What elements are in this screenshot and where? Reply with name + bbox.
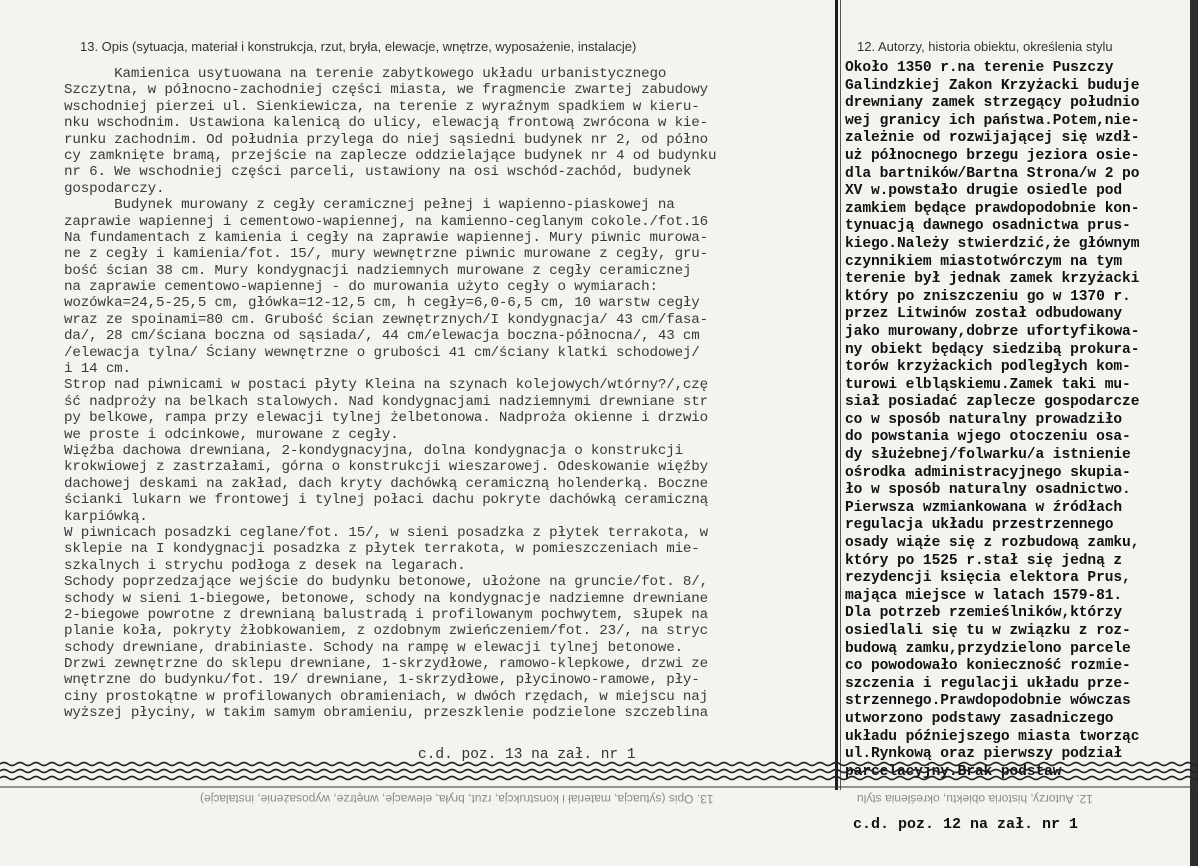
- history-line: układu późniejszego miasta tworząc: [845, 728, 1140, 745]
- column-divider-thin: [840, 0, 841, 790]
- description-line: wozówka=24,5-25,5 cm, główka=12-12,5 cm, h cegły=6,0-6,5 cm, 10 warstw cegły: [64, 295, 700, 312]
- section-12-heading: 12. Autorzy, historia obiektu, określenia stylu: [857, 39, 1113, 54]
- history-line: kiego.Należy stwierdzić,że głównym: [845, 235, 1140, 252]
- description-line: nku wschodnim. Ustawiona kalenicą do ulicy, elewacją frontową zwrócona w kie-: [64, 115, 709, 132]
- history-line: torów krzyżackich podległych kom-: [845, 359, 1131, 376]
- section-13-heading: 13. Opis (sytuacja, materiał i konstrukcja, rzut, bryła, elewacje, wnętrze, wyposażenie, instalacje): [80, 39, 637, 54]
- description-line: wraz ze spoinami=80 cm. Grubość ścian zewnętrznych/I kondygnacja/ 43 cm/fasa-: [64, 311, 709, 328]
- description-line: Na fundamentach z kamienia i cegły na zaprawie wapiennej. Mury piwnic murowa-: [64, 229, 709, 246]
- history-line: regulacja układu przestrzennego: [845, 517, 1114, 534]
- wavy-separator: [0, 758, 1198, 788]
- description-line: na zaprawie cementowo-wapiennej - do murowania użyto cegły o wymiarach:: [64, 279, 658, 296]
- continuation-note-13: c.d. poz. 13 na zał. nr 1: [418, 747, 636, 763]
- history-line: który po 1525 r.stał się jedną z: [845, 552, 1123, 569]
- description-line: dachowej deskami na zakład, dach kryty dachówką ceramiczną holenderką. Boczne: [64, 475, 709, 492]
- description-line: ciny prostokątne w profilowanych obramieniach, w dwóch rzędach, w miejscu naj: [64, 688, 709, 705]
- description-line: cy zamknięte bramą, przejście na zaplecze oddzielające budynek nr 4 od budynku: [64, 147, 717, 164]
- history-line: tynuacją dawnego osadnictwa prus-: [845, 218, 1131, 235]
- description-line: da/, 28 cm/ściana boczna od sąsiada/, 44 cm/elewacja boczna-północna/, 43 cm: [64, 328, 700, 345]
- description-line: runku zachodnim. Od południa przylega do niej sąsiedni budynek nr 2, od półno: [64, 131, 709, 148]
- description-line: Budynek murowany z cegły ceramicznej pełnej i wapienno-piaskowej na: [64, 197, 675, 214]
- history-line: co powodowało konieczność rozmie-: [845, 658, 1131, 675]
- history-line: dla bartników/Bartna Strona/w 2 po: [845, 165, 1140, 182]
- history-line: strzennego.Prawdopodobnie wówczas: [845, 693, 1131, 710]
- history-line: dy służebnej/folwarku/a istnienie: [845, 447, 1131, 464]
- history-line: Około 1350 r.na terenie Puszczy: [845, 60, 1114, 76]
- description-line: 2-biegowe powrotne z drewnianą balustradą i profilowanym pochwytem, słupek na: [64, 606, 709, 623]
- history-line: co w sposób naturalny prowadziło: [845, 411, 1123, 428]
- description-line: Drzwi zewnętrzne do sklepu drewniane, 1-skrzydłowe, ramowo-klepkowe, drzwi ze: [64, 656, 709, 673]
- description-line: py belkowe, rampa przy elewacji tylnej żelbetonowa. Nadproża okienne i drzwio: [64, 410, 709, 427]
- description-line: sklepie na I kondygnacji posadzka z płytek terrakota, w pomieszczeniach mie-: [64, 541, 700, 558]
- history-line: do powstania wjego otoczeniu osa-: [845, 429, 1131, 446]
- description-line: Schody poprzedzające wejście do budynku betonowe, ułożone na gruncie/fot. 8/,: [64, 574, 709, 591]
- description-line: ścianki lukarn we frontowej i tylnej połaci dachu pokryte dachówką ceramiczną: [64, 492, 709, 509]
- description-line: Szczytna, w północno-zachodniej części miasta, we fragmencie zwartej zabudowy: [64, 82, 709, 99]
- description-line: wyższej płyciny, w takim samym obramieniu, przeszklenie podzielone szczeblina: [64, 705, 709, 722]
- column-divider: [835, 0, 838, 790]
- history-line: drewniany zamek strzegący południo: [845, 95, 1140, 112]
- description-line: Więźba dachowa drewniana, 2-kondygnacyjna, dolna kondygnacja o konstrukcji: [64, 442, 683, 459]
- history-line: zamkiem będące prawdopodobnie kon-: [845, 200, 1140, 217]
- description-line: krokwiowej z zastrzałami, górna o konstrukcji wieszarowej. Odeskowanie więźby: [64, 459, 709, 476]
- history-line: osady wiąże się z rozbudową zamku,: [845, 535, 1140, 552]
- history-line: turowi elbląskiemu.Zamek taki mu-: [845, 376, 1131, 393]
- description-line: /elewacja tylna/ Ściany wewnętrzne o grubości 41 cm/ściany klatki schodowej/: [64, 344, 700, 361]
- description-line: nr 6. We wschodniej części parceli, ustawiony na osi wschód-zachód, budynek: [64, 164, 692, 181]
- history-line: Dla potrzeb rzemieślników,którzy: [845, 605, 1123, 622]
- description-line: wnętrzne do budynku/fot. 19/ drewniane, 1-skrzydłowe, płycinowo-ramowe, pły-: [64, 672, 700, 689]
- history-line: zależnie od rozwijającej się wzdł-: [845, 130, 1140, 147]
- history-line: budową zamku,przydzielono parcele: [845, 640, 1131, 657]
- history-line: terenie był jednak zamek krzyżacki: [845, 271, 1140, 288]
- description-line: wschodniej pierzei ul. Sienkiewicza, na terenie z wyraźnym spadkiem w kieru-: [64, 98, 700, 115]
- history-line: jako murowany,dobrze ufortyfikowa-: [845, 323, 1140, 340]
- continuation-note-12: c.d. poz. 12 na zał. nr 1: [853, 816, 1079, 833]
- description-line: planie koła, pokryty żłobkowaniem, z ozdobnym zwieńczeniem/fot. 23/, na stryc: [64, 623, 709, 640]
- description-line: Strop nad piwnicami w postaci płyty Kleina na szynach kolejowych/wtórny?/,czę: [64, 377, 709, 394]
- description-line: gospodarczy.: [64, 180, 165, 197]
- history-line: ośrodka administracyjnego skupia-: [845, 464, 1131, 481]
- history-line: Pierwsza wzmiankowana w źródłach: [845, 499, 1123, 516]
- description-text: [64, 66, 716, 722]
- description-line: ść nadproży na belkach stalowych. Nad kondygnacjami nadziemnymi drewniane str: [64, 393, 709, 410]
- history-line: który po zniszczeniu go w 1370 r.: [845, 288, 1131, 305]
- mirrored-heading-12: 12. Autorzy, historia obiektu, określenia stylu: [857, 792, 1093, 806]
- history-line: wej granicy ich państwa.Potem,nie-: [845, 112, 1140, 129]
- history-line: siał posiadać zaplecze gospodarcze: [845, 394, 1140, 411]
- history-line: XV w.powstało drugie osiedle pod: [845, 183, 1123, 200]
- history-line: utworzono podstawy zasadniczego: [845, 710, 1114, 727]
- history-line: mająca miejsce w latach 1579-81.: [845, 587, 1123, 604]
- history-line: osiedlali się tu w związku z roz-: [845, 623, 1131, 639]
- description-line: schody drewniane, drabiniaste. Schody na rampę w elewacji tylnej betonowe.: [64, 639, 683, 656]
- description-line: zaprawie wapiennej i cementowo-wapiennej, na kamienno-ceglanym cokole./fot.16: [64, 213, 709, 230]
- history-line: rezydencji księcia elektora Prus,: [845, 570, 1131, 587]
- description-line: W piwnicach posadzki ceglane/fot. 15/, w sieni posadzka z płytek terrakota, w: [64, 524, 709, 541]
- description-line: szkalnych i strychu podłoga z desek na legarach.: [64, 557, 466, 574]
- description-line: i 14 cm.: [64, 361, 131, 378]
- history-line: przez Litwinów został odbudowany: [845, 306, 1123, 323]
- history-line: ny obiekt będący siedzibą prokura-: [845, 341, 1140, 358]
- history-line: ło w sposób naturalny osadnictwo.: [845, 482, 1131, 499]
- description-line: we proste i odcinkowe, murowane z cegły.: [64, 426, 399, 443]
- history-line: szczenia i regulacji układu prze-: [845, 675, 1131, 692]
- history-line: ul.Rynkową oraz pierwszy podział: [845, 746, 1123, 763]
- description-line: bość ścian 38 cm. Mury kondygnacji nadziemnych murowane z cegły ceramicznej: [64, 262, 692, 279]
- description-line: ne z cegły i kamienia/fot. 15/, mury wewnętrzne piwnic murowane z cegły, gru-: [64, 246, 709, 263]
- description-line: karpiówką.: [64, 508, 148, 525]
- history-line: uż północnego brzegu jeziora osie-: [845, 147, 1140, 164]
- history-line: parcelacyjny.Brak podstaw: [845, 763, 1062, 780]
- history-line: czynnikiem miastotwórczym na tym: [845, 253, 1123, 270]
- history-text: [845, 60, 1139, 781]
- history-line: Galindzkiej Zakon Krzyżacki buduje: [845, 77, 1140, 94]
- description-line: schody w sieni 1-biegowe, betonowe, schody na kondygnacje nadziemne drewniane: [64, 590, 709, 607]
- description-line: Kamienica usytuowana na terenie zabytkowego układu urbanistycznego: [64, 66, 667, 82]
- mirrored-heading-13: 13. Opis (sytuacja, materiał i konstrukcja, rzut, bryła, elewacje, wnętrze, wyposażenie, instalacje): [200, 792, 714, 806]
- card-edge-shadow: [1190, 0, 1198, 866]
